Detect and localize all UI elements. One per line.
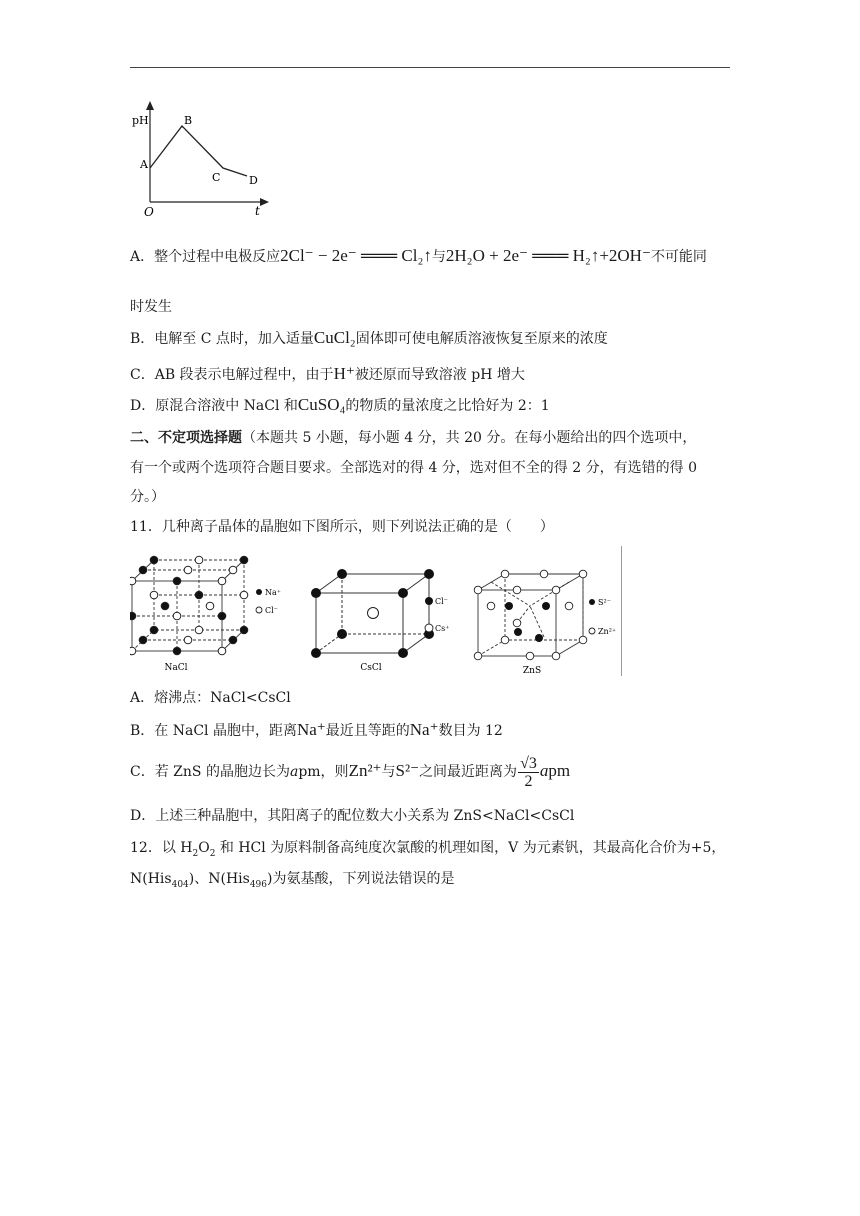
q11-option-b: B．在 NaCl 晶胞中，距离Na⁺最近且等距的Na⁺数目为 12 [130, 720, 503, 739]
q11-stem: 11．几种离子晶体的晶胞如下图所示，则下列说法正确的是（ ） [130, 519, 554, 535]
figure-border [621, 546, 622, 676]
y-axis-arrow [146, 101, 154, 110]
nacl-legend-filled: Na⁺ [265, 588, 281, 597]
point-label-a: A [140, 158, 148, 171]
y-axis-label: pH [132, 114, 149, 127]
q11-option-a: A．熔沸点：NaCl<CsCl [130, 690, 291, 706]
q10-option-b: B．电解至 C 点时，加入适量CuCl₂固体即可使电解质溶液恢复至原来的浓度 [130, 328, 608, 347]
q10-option-c: C．AB 段表示电解过程中，由于H⁺被还原而导致溶液 pH 增大 [130, 364, 525, 383]
q11-option-c: C．若 ZnS 的晶胞边长为apm，则Zn²⁺与S²⁻之间最近距离为 $\frac{√3}{2}$ apm [130, 754, 571, 790]
point-label-c: C [212, 171, 221, 184]
x-axis-label: t [255, 204, 260, 218]
point-label-b: B [184, 114, 193, 127]
q12-stem-line1: 12．以 $H_2O_2$ 和 HCl 为原料制备高纯度次氯酸的机理如图，V 为元素钒，其最高化合价为+5， [130, 840, 726, 859]
zns-legend-filled: S²⁻ [598, 598, 611, 607]
header-rule [130, 67, 730, 68]
origin-label: O [144, 205, 154, 219]
section2-heading-line: 二、不定项选择题（本题共 5 小题，每小题 4 分，共 20 分。在每小题给出的四个选项中， [130, 430, 697, 446]
section2-desc-line3: 分。） [130, 489, 165, 505]
q10-option-a-continued: 时发生 [130, 299, 172, 315]
q12-stem-line2: N(His$_{404}$)、N(His$_{496}$)为氨基酸，下列说法错误的是 [130, 871, 455, 890]
ph-curve [150, 126, 247, 176]
q11-option-d: D．上述三种晶胞中，其阳离子的配位数大小关系为 ZnS<NaCl<CsCl [130, 808, 575, 824]
nacl-cell [130, 546, 295, 676]
section2-heading: 二、不定项选择题 [130, 430, 242, 446]
zns-legend-open: Zn²⁺ [598, 627, 617, 636]
section2-desc-line2: 有一个或两个选项符合题目要求。全部选对的得 4 分，选对但不全的得 2 分，有选错的得 0 [130, 460, 697, 476]
ph-time-graph [130, 98, 275, 220]
cscl-legend-open: Cs⁺ [435, 624, 450, 633]
cscl-legend-filled: Cl⁻ [435, 597, 448, 606]
cscl-caption: CsCl [360, 663, 382, 673]
zns-cell [470, 546, 620, 676]
x-axis-arrow [260, 198, 269, 206]
nacl-caption: NaCl [164, 663, 188, 673]
zns-caption: ZnS [522, 666, 542, 676]
crystal-cells-figure [130, 546, 622, 676]
q10-option-d: D．原混合溶液中 NaCl 和CuSO₄的物质的量浓度之比恰好为 2：1 [130, 395, 550, 414]
fraction: $\frac{√3}{2}$ [520, 754, 537, 790]
point-label-d: D [249, 174, 258, 187]
cscl-cell [305, 546, 455, 676]
q10-option-a: A．整个过程中电极反应2Cl⁻ − 2e⁻ ═══ Cl₂↑与2H₂O + 2e⁻ ═══ H₂↑+2OH⁻不可能同 [130, 246, 707, 265]
nacl-legend-open: Cl⁻ [265, 606, 278, 615]
